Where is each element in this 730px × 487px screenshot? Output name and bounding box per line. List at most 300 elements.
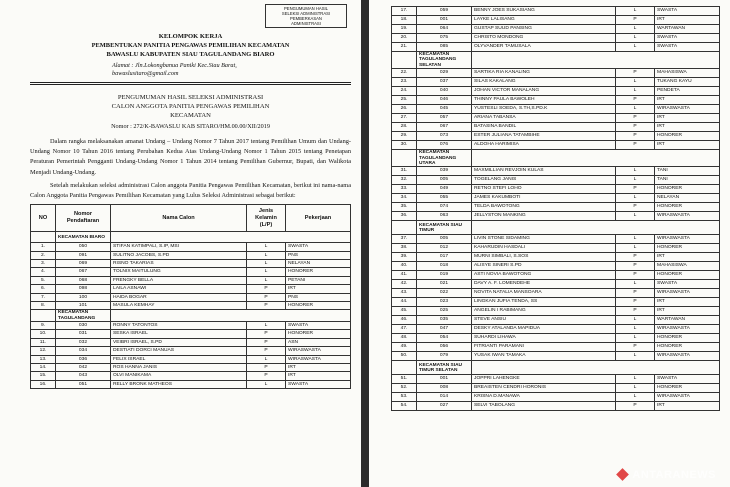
cell-jk: L [616,25,655,34]
table-row [392,123,720,132]
table-row [392,96,720,105]
cell-nama: BATASINA BANDIL [472,123,616,132]
cell-jk: L [616,105,655,114]
cell-pekerjaan: IRT [655,123,720,132]
cell-pekerjaan: IRT [286,372,351,380]
cell-nama: ROS HANNA JANIS [111,363,247,371]
cell-pekerjaan: WIRASWASTA [655,212,720,221]
cell-jk: P [247,302,286,310]
cell-pekerjaan: TANI [655,167,720,176]
section-cell-empty [392,52,417,69]
cell-nama: YUSTESLI SOEDA, S.TH,S.PD.K [472,105,616,114]
title-line: PENGUMUMAN HASIL SELEKSI ADMINISTRASI [117,94,264,101]
cell-pekerjaan: MAHASISWA [655,69,720,78]
cell-nomor: 101 [56,302,111,310]
cell-nomor: 036 [56,355,111,363]
cell-no: 15. [31,372,56,380]
table-row [392,194,720,203]
section-row [392,52,720,69]
cell-nomor: 012 [417,244,472,253]
table-row [31,251,351,259]
cell-no: 44. [392,298,417,307]
cell-nomor: 063 [417,212,472,221]
cell-nama: TOGELANG JANIS [472,176,616,185]
cell-pekerjaan: IRT [655,402,720,411]
cell-pekerjaan: HONORER [655,343,720,352]
header-jk: Jenis Kelamin (L/P) [247,205,286,232]
cell-pekerjaan: IRT [655,253,720,262]
cell-nama: FELIX ISRAEL [111,355,247,363]
document-number: Nomor : 272/K-BAWASLU KAB SITARO/HM.00.00/XII/2019 [111,123,270,130]
cell-nomor: 027 [417,402,472,411]
cell-jk: L [616,375,655,384]
cell-no: 36. [392,212,417,221]
cell-jk: L [616,167,655,176]
cell-nama: JOPPRI LAHENGKE [472,375,616,384]
table-row [392,212,720,221]
cell-jk: P [247,330,286,338]
cell-pekerjaan: SWASTA [286,321,351,329]
section-row [392,221,720,235]
section-cell-empty [472,52,720,69]
cell-jk: P [247,293,286,301]
table-row [392,43,720,52]
cell-pekerjaan: SWASTA [286,243,351,251]
cell-no: 48. [392,334,417,343]
cell-pekerjaan: PNS [286,293,351,301]
cell-no: 21. [392,43,417,52]
cell-nama: LAYKE LALISANG [472,16,616,25]
cell-pekerjaan: HONORER [655,203,720,212]
cell-jk: L [616,393,655,402]
cell-nama: MASULA KEMHAY [111,302,247,310]
cell-no: 42. [392,280,417,289]
section-cell-empty [392,221,417,235]
stamp-line: ADMINISTRASI [291,21,321,26]
cell-no: 7. [31,293,56,301]
cell-no: 10. [31,330,56,338]
table-row [392,105,720,114]
table-row [31,338,351,346]
table-row [392,262,720,271]
header-nomor: Nomor Pendaftaran [56,205,111,232]
table-row [392,185,720,194]
cell-nomor: 005 [417,235,472,244]
cell-no: 9. [31,321,56,329]
table-row [392,375,720,384]
cell-nama: LAILA ASNAWI [111,285,247,293]
cell-pekerjaan: NELAYAN [286,260,351,268]
cell-nama: JOHAN VICTOR MANALANG [472,87,616,96]
cell-nama: FITRIANTI PARAMANI [472,343,616,352]
letterhead [30,32,351,59]
cell-jk: P [616,271,655,280]
cell-jk: L [616,194,655,203]
cell-jk: L [616,316,655,325]
cell-pekerjaan: SWASTA [655,280,720,289]
cell-no: 18. [392,16,417,25]
cell-jk: L [616,244,655,253]
watermark [618,469,716,481]
section-cell-empty [392,361,417,375]
table-row [392,343,720,352]
cell-jk: L [616,334,655,343]
cell-nomor: 091 [56,251,111,259]
cell-nama: ANGELIN I RABIMANG [472,307,616,316]
section-cell-empty [472,361,720,375]
cell-pekerjaan: PNS [286,251,351,259]
section-row [392,150,720,167]
cell-no: 47. [392,325,417,334]
cell-nama: MAXMILLIAN REVJOIN KULAS [472,167,616,176]
table-row [392,307,720,316]
cell-jk: P [247,347,286,355]
cell-no: 28. [392,123,417,132]
section-name: KECAMATAN SIAU TIMUR [417,221,472,235]
cell-pekerjaan: HONORER [286,330,351,338]
cell-jk: L [616,78,655,87]
cell-pekerjaan: HONORER [655,132,720,141]
cell-nomor: 025 [417,307,472,316]
cell-pekerjaan: HONORER [286,302,351,310]
table-row [31,363,351,371]
table-row [392,141,720,150]
cell-no: 31. [392,167,417,176]
table-row [392,132,720,141]
cell-jk: L [616,384,655,393]
cell-nomor: 001 [417,375,472,384]
cell-no: 35. [392,203,417,212]
cell-jk: L [247,321,286,329]
cell-jk: P [616,123,655,132]
cell-pekerjaan: TUKANG KAYU [655,78,720,87]
cell-nomor: 045 [417,105,472,114]
cell-pekerjaan: WIRASWASTA [655,352,720,361]
table-row [31,372,351,380]
cell-nomor: 046 [417,96,472,105]
cell-no: 12. [31,347,56,355]
section-cell-empty [111,232,351,243]
cell-nomor: 057 [417,114,472,123]
table-row [392,316,720,325]
cell-pekerjaan: TANI [655,176,720,185]
cell-no: 11. [31,338,56,346]
cell-nama: DAVY A. F. LOMENDEHE [472,280,616,289]
cell-nomor: 067 [417,123,472,132]
cell-jk: P [616,343,655,352]
cell-no: 30. [392,141,417,150]
cell-nomor: 047 [417,325,472,334]
cell-nomor: 017 [417,253,472,262]
cell-no: 26. [392,105,417,114]
cell-jk: P [616,114,655,123]
cell-no: 3. [31,260,56,268]
cell-no: 2. [31,251,56,259]
cell-pekerjaan: WIRASWASTA [286,347,351,355]
table-row [392,298,720,307]
cell-pekerjaan: MAHASISWA [655,262,720,271]
cell-pekerjaan: IRT [655,141,720,150]
section-cell-empty [472,221,720,235]
cell-nama: LIVIN STONE SIDAMING [472,235,616,244]
cell-nama: YUSAK IWAN TAMAKA [472,352,616,361]
cell-jk: L [616,176,655,185]
cell-pekerjaan: IRT [655,96,720,105]
cell-jk: P [247,285,286,293]
section-name: KECAMATAN BIARO [56,232,111,243]
cell-nomor: 032 [56,338,111,346]
cell-no: 43. [392,289,417,298]
cell-nomor: 054 [417,334,472,343]
cell-nama: BENNY JOES SUKASIANG [472,7,616,16]
section-cell-empty [31,232,56,243]
table-header-row [31,205,351,232]
cell-nomor: 043 [56,372,111,380]
cell-nomor: 021 [417,280,472,289]
table-row [31,330,351,338]
document-page-right [369,0,730,487]
cell-nama: RELLY BRONK MATHEOS [111,380,247,388]
cell-nama: ALISYE SINERI S.PD [472,262,616,271]
table-row [392,78,720,87]
cell-jk: L [616,34,655,43]
cell-pekerjaan: PENDETA [655,87,720,96]
table-row [392,203,720,212]
cell-jk: L [616,43,655,52]
cell-pekerjaan: WIRASWASTA [655,393,720,402]
cell-no: 37. [392,235,417,244]
cell-jk: L [247,276,286,284]
cell-nomor: 098 [56,285,111,293]
table-row [392,25,720,34]
cell-no: 53. [392,393,417,402]
cell-jk: P [616,185,655,194]
stamp-box [265,4,347,28]
cell-no: 33. [392,185,417,194]
cell-nomor: 035 [417,316,472,325]
cell-pekerjaan: WIRASWASTA [655,325,720,334]
cell-nama: JELLYSTON MANKING [472,212,616,221]
cell-nama: THINNY PAULA BAWOLEH [472,96,616,105]
cell-nomor: 049 [417,185,472,194]
table-row [31,268,351,276]
cell-nomor: 019 [417,271,472,280]
table-row [31,355,351,363]
table-row [31,380,351,388]
cell-jk: L [247,380,286,388]
cell-pekerjaan: SWASTA [655,34,720,43]
cell-jk: P [616,132,655,141]
table-row [392,271,720,280]
cell-pekerjaan: SWASTA [655,43,720,52]
section-name: KECAMATAN TAGULANDANG SELATAN [417,52,472,69]
cell-pekerjaan: HONORER [286,268,351,276]
table-row [31,243,351,251]
cell-jk: P [616,307,655,316]
cell-nama: SUHARDI LIHAWA [472,334,616,343]
cell-nomor: 068 [56,276,111,284]
cell-jk: P [616,253,655,262]
cell-jk: P [616,96,655,105]
cell-jk: L [247,251,286,259]
cell-nama: ALDOHA HARIMISA [472,141,616,150]
table-row [392,334,720,343]
cell-no: 25. [392,96,417,105]
table-row [392,167,720,176]
table-row [31,302,351,310]
cell-nama: LINGKAN JUFIA TENDA, SS [472,298,616,307]
cell-nama: ARIANA TABANSA [472,114,616,123]
header-no: NO [31,205,56,232]
cell-no: 27. [392,114,417,123]
cell-nomor: 076 [417,141,472,150]
cell-jk: L [616,325,655,334]
cell-nomor: 059 [417,7,472,16]
cell-nomor: 005 [417,176,472,185]
header-pekerjaan: Pekerjaan [286,205,351,232]
cell-nama: RETNO STEFI LOHO [472,185,616,194]
section-name: KECAMATAN TAGULANDANG [56,310,111,321]
table-row [392,69,720,78]
cell-pekerjaan: HONORER [655,334,720,343]
cell-nomor: 079 [417,352,472,361]
cell-no: 23. [392,78,417,87]
cell-no: 24. [392,87,417,96]
cell-no: 8. [31,302,56,310]
cell-pekerjaan: IRT [655,298,720,307]
cell-nomor: 069 [56,260,111,268]
cell-pekerjaan: WARTAWAN [655,25,720,34]
table-row [392,289,720,298]
section-name: KECAMATAN SIAU TIMUR SELATAN [417,361,472,375]
body-paragraph-1: Dalam rangka melaksanakan amanat Undang – Undang Nomor 7 Tahun 2017 tentang Pemilihan Umum dan Undang-Undang Nomor 10 Tahun 2016 tentang Perubahan Kedua Atas Undang-Undang Nomor 1 Tahun 2015 tentang Penetapan Peraturan Pemerintah Pengganti Undang-Undang Nomor 1 Tahun 2014 tentang Pemilihan Gubernur, Bupati, dan Walikota Menjadi Undang-Undang. [30,138,351,176]
cell-jk: L [247,243,286,251]
cell-jk: L [616,352,655,361]
table-row [392,16,720,25]
cell-pekerjaan: WIRASWASTA [286,355,351,363]
cell-pekerjaan: ASN [286,338,351,346]
cell-pekerjaan: IRT [655,307,720,316]
cell-nama: TOLNIX MAITULUNG [111,268,247,276]
cell-nomor: 050 [56,243,111,251]
cell-jk: P [616,298,655,307]
cell-nama: CHRISTO MONDONG [472,34,616,43]
cell-jk: L [616,235,655,244]
section-row [392,361,720,375]
table-row [392,253,720,262]
cell-nomor: 037 [417,78,472,87]
cell-jk: P [616,203,655,212]
cell-nama: KAHARUDIN HASDALI [472,244,616,253]
cell-nama: OLVI MANIKAMA [111,372,247,380]
cell-pekerjaan: SWASTA [655,375,720,384]
cell-pekerjaan: IRT [655,16,720,25]
cell-nama: DESKY ATALANDA MAPIDUA [472,325,616,334]
cell-no: 40. [392,262,417,271]
body-paragraph-2: Setelah melakukan seleksi administrasi Calon anggota Panitia Pengawas Pemilihan Kecamatan, berikut ini nama-nama Calon Anggota Panitia Pengawas Pemilihan Kecamatan yang Lulus Seleksi Administrasi sebagai berikut: [30,181,351,200]
cell-pekerjaan: PETANI [286,276,351,284]
cell-no: 38. [392,244,417,253]
cell-nomor: 031 [56,330,111,338]
section-name: KECAMATAN TAGULANDANG UTARA [417,150,472,167]
cell-no: 41. [392,271,417,280]
cell-no: 19. [392,25,417,34]
cell-pekerjaan: HONORER [655,244,720,253]
cell-nomor: 030 [56,321,111,329]
cell-jk: L [616,212,655,221]
cell-pekerjaan: WARTAWAN [655,316,720,325]
cell-nomor: 074 [417,203,472,212]
cell-no: 14. [31,363,56,371]
cell-nomor: 042 [56,363,111,371]
cell-no: 29. [392,132,417,141]
cell-nomor: 039 [417,167,472,176]
cell-nama: ESTER JULIANA TATAMBIHE [472,132,616,141]
table-row [31,321,351,329]
cell-jk: P [616,69,655,78]
cell-nomor: 075 [417,34,472,43]
cell-nomor: 001 [417,16,472,25]
cell-jk: P [616,289,655,298]
stamp-line: SELEKSI ADMINISTRASI [281,11,331,16]
cell-pekerjaan: IRT [286,363,351,371]
cell-nama: ASTI NOVIA BAWOTONG [472,271,616,280]
watermark-text: ANTARANEWS [632,469,716,481]
cell-no: 1. [31,243,56,251]
cell-no: 34. [392,194,417,203]
letterhead-line1: KELOMPOK KERJA [158,33,223,40]
cell-nomor: 055 [417,194,472,203]
cell-nama: SILAS KAKALANG [472,78,616,87]
announcement-title [30,93,351,120]
letterhead-line3: BAWASLU KABUPATEN SIAU TAGULANDANG BIARO [106,51,275,58]
cell-no: 52. [392,384,417,393]
cell-no: 46. [392,316,417,325]
table-row [392,402,720,411]
cell-no: 39. [392,253,417,262]
address [112,62,351,78]
section-row [31,310,351,321]
cell-pekerjaan: HONORER [655,384,720,393]
cell-jk: P [247,363,286,371]
table-row [392,7,720,16]
candidate-table-left [30,204,351,389]
cell-nomor: 073 [417,132,472,141]
cell-nomor: 056 [417,343,472,352]
table-row [392,352,720,361]
cell-no: 50. [392,352,417,361]
cell-no: 22. [392,69,417,78]
section-cell-empty [31,310,56,321]
cell-nomor: 040 [417,87,472,96]
cell-nomor: 051 [56,380,111,388]
cell-no: 16. [31,380,56,388]
title-line: KECAMATAN [170,112,211,119]
cell-nama: VEIBRI ISRAEL, S.PD [111,338,247,346]
cell-pekerjaan: IRT [286,285,351,293]
cell-jk: L [247,260,286,268]
cell-jk: P [247,372,286,380]
cell-no: 49. [392,343,417,352]
table-row [31,347,351,355]
cell-no: 6. [31,285,56,293]
candidate-table-right [391,6,720,411]
cell-pekerjaan: HONORER [655,271,720,280]
stamp-line: PEMBERKASAN [290,16,322,21]
cell-no: 4. [31,268,56,276]
cell-nama: BREAISTEN CENDRI HORONIS [472,384,616,393]
cell-nama: RISNO TAKARIAS [111,260,247,268]
